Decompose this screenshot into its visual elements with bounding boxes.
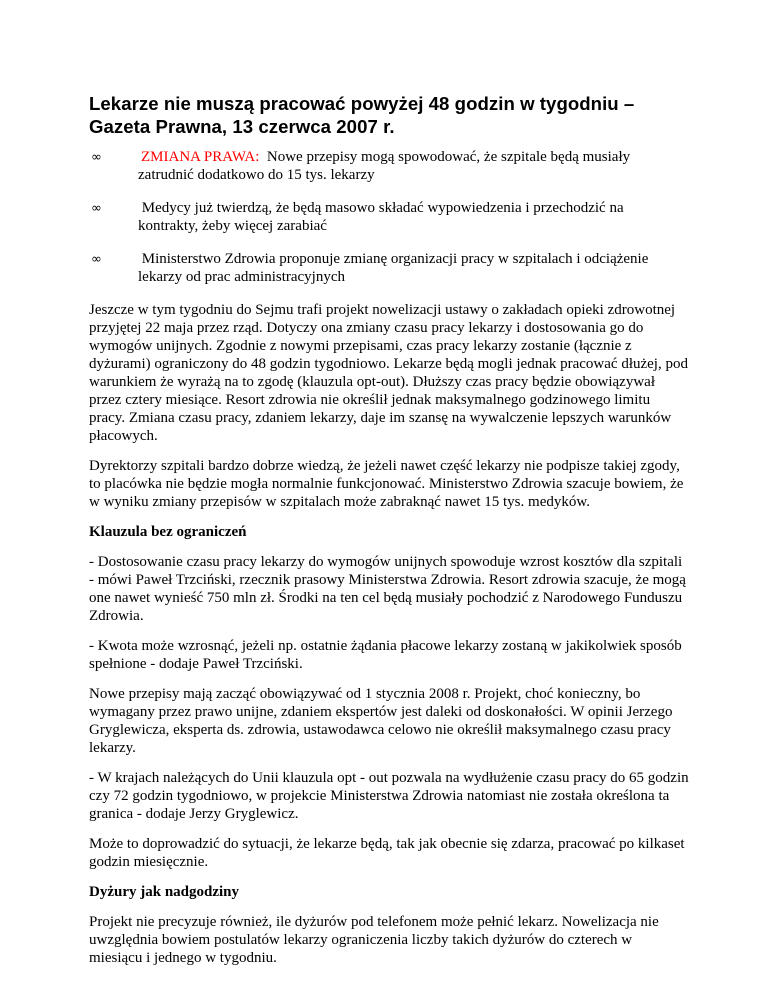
- document-page: [89, 92, 689, 979]
- body-paragraph: - Kwota może wzrosnąć, jeżeli np. ostatnie żądania płacowe lekarzy zostaną w jakikolwiek sposób spełnione - dodaje Paweł Trzciński.: [89, 638, 682, 672]
- body-paragraph: - W krajach należących do Unii klauzula opt - out pozwala na wydłużenie czasu pracy do 65 godzin czy 72 godzin tygodniowo, w projekcie Ministerstwa Zdrowia natomiast nie została określona ta granica - dodaje Jerzy Gryglewicz.: [89, 770, 689, 822]
- section-heading: Dyżury jak nadgodziny: [89, 884, 240, 900]
- infinity-bullet-icon: ∞: [91, 201, 102, 216]
- summary-bullet-text: [138, 250, 689, 286]
- change-of-law-label: ZMIANA PRAWA:: [141, 149, 260, 165]
- article-title: Lekarze nie muszą pracować powyżej 48 godzin w tygodniu – Gazeta Prawna, 13 czerwca 2007 r.: [89, 93, 635, 137]
- infinity-bullet-icon: ∞: [91, 150, 102, 165]
- body-paragraph: - Dostosowanie czasu pracy lekarzy do wymogów unijnych spowoduje wzrost kosztów dla szpitali - mówi Paweł Trzciński, rzecznik prasowy Ministerstwa Zdrowia. Resort zdrowia szacuje, że mogą one nawet wynieść 750 mln zł. Środki na ten cel będą musiały pochodzić z Narodowego Funduszu Zdrowia.: [89, 554, 686, 624]
- body-paragraph: Dyrektorzy szpitali bardzo dobrze wiedzą, że jeżeli nawet część lekarzy nie podpisze takiej zgody, to placówka nie będzie mogła normalnie funkcjonować. Ministerstwo Zdrowia szacuje bowiem, że w wyniku zmiany przepisów w szpitalach może zabraknąć nawet 15 tys. medyków.: [89, 458, 684, 510]
- body-paragraph: Może to doprowadzić do sytuacji, że lekarze będą, tak jak obecnie się zdarza, pracować po kilkaset godzin miesięcznie.: [89, 836, 685, 870]
- body-paragraph: Jeszcze w tym tygodniu do Sejmu trafi projekt nowelizacji ustawy o zakładach opieki zdrowotnej przyjętej 22 maja przez rząd. Dotyczy ona zmiany czasu pracy lekarzy i dostosowania go do wymogów unijnych. Zgodnie z nowymi przepisami, czas pracy lekarzy zostanie (łącznie z dyżurami) ograniczony do 48 godzin tygodniowo. Lekarze będą mogli jednak pracować dłużej, pod warunkiem że wyrażą na to zgodę (klauzula opt-out). Dłuższy czas pracy będzie obowiązywał przez cztery miesiące. Resort zdrowia nie określił jednak maksymalnego godzinowego limitu pracy. Zmiana czasu pracy, zdaniem lekarzy, daje im szansę na wywalczenie lepszych warunków płacowych.: [89, 302, 688, 444]
- summary-bullet: [89, 148, 689, 184]
- summary-bullet-list: [89, 148, 689, 286]
- body-paragraph: Nowe przepisy mają zacząć obowiązywać od 1 stycznia 2008 r. Projekt, choć konieczny, bo wymagany przez prawo unijne, zdaniem ekspertów jest daleki od doskonałości. W opinii Jerzego Gryglewicza, eksperta ds. zdrowia, ustawodawca celowo nie określił maksymalnego czasu pracy lekarzy.: [89, 686, 673, 756]
- summary-bullet-body: Ministerstwo Zdrowia proponuje zmianę organizacji pracy w szpitalach i odciążenie lekarzy od prac administracyjnych: [138, 251, 649, 285]
- body-paragraph: Projekt nie precyzuje również, ile dyżurów pod telefonem może pełnić lekarz. Nowelizacja nie uwzględnia bowiem postulatów lekarzy ograniczenia liczby takich dyżurów do czterech w miesiącu i jednego w tygodniu.: [89, 914, 659, 966]
- summary-bullet: [89, 250, 689, 286]
- summary-bullet-text: [138, 148, 689, 184]
- infinity-bullet-icon: ∞: [91, 252, 102, 267]
- summary-bullet-body: Nowe przepisy mogą spowodować, że szpitale będą musiały zatrudnić dodatkowo do 15 tys. lekarzy: [138, 149, 631, 183]
- section-heading: Klauzula bez ograniczeń: [89, 524, 247, 540]
- summary-bullet: [89, 199, 689, 235]
- summary-bullet-body: Medycy już twierdzą, że będą masowo składać wypowiedzenia i przechodzić na kontrakty, żeby więcej zarabiać: [138, 200, 624, 234]
- summary-bullet-text: [138, 199, 689, 235]
